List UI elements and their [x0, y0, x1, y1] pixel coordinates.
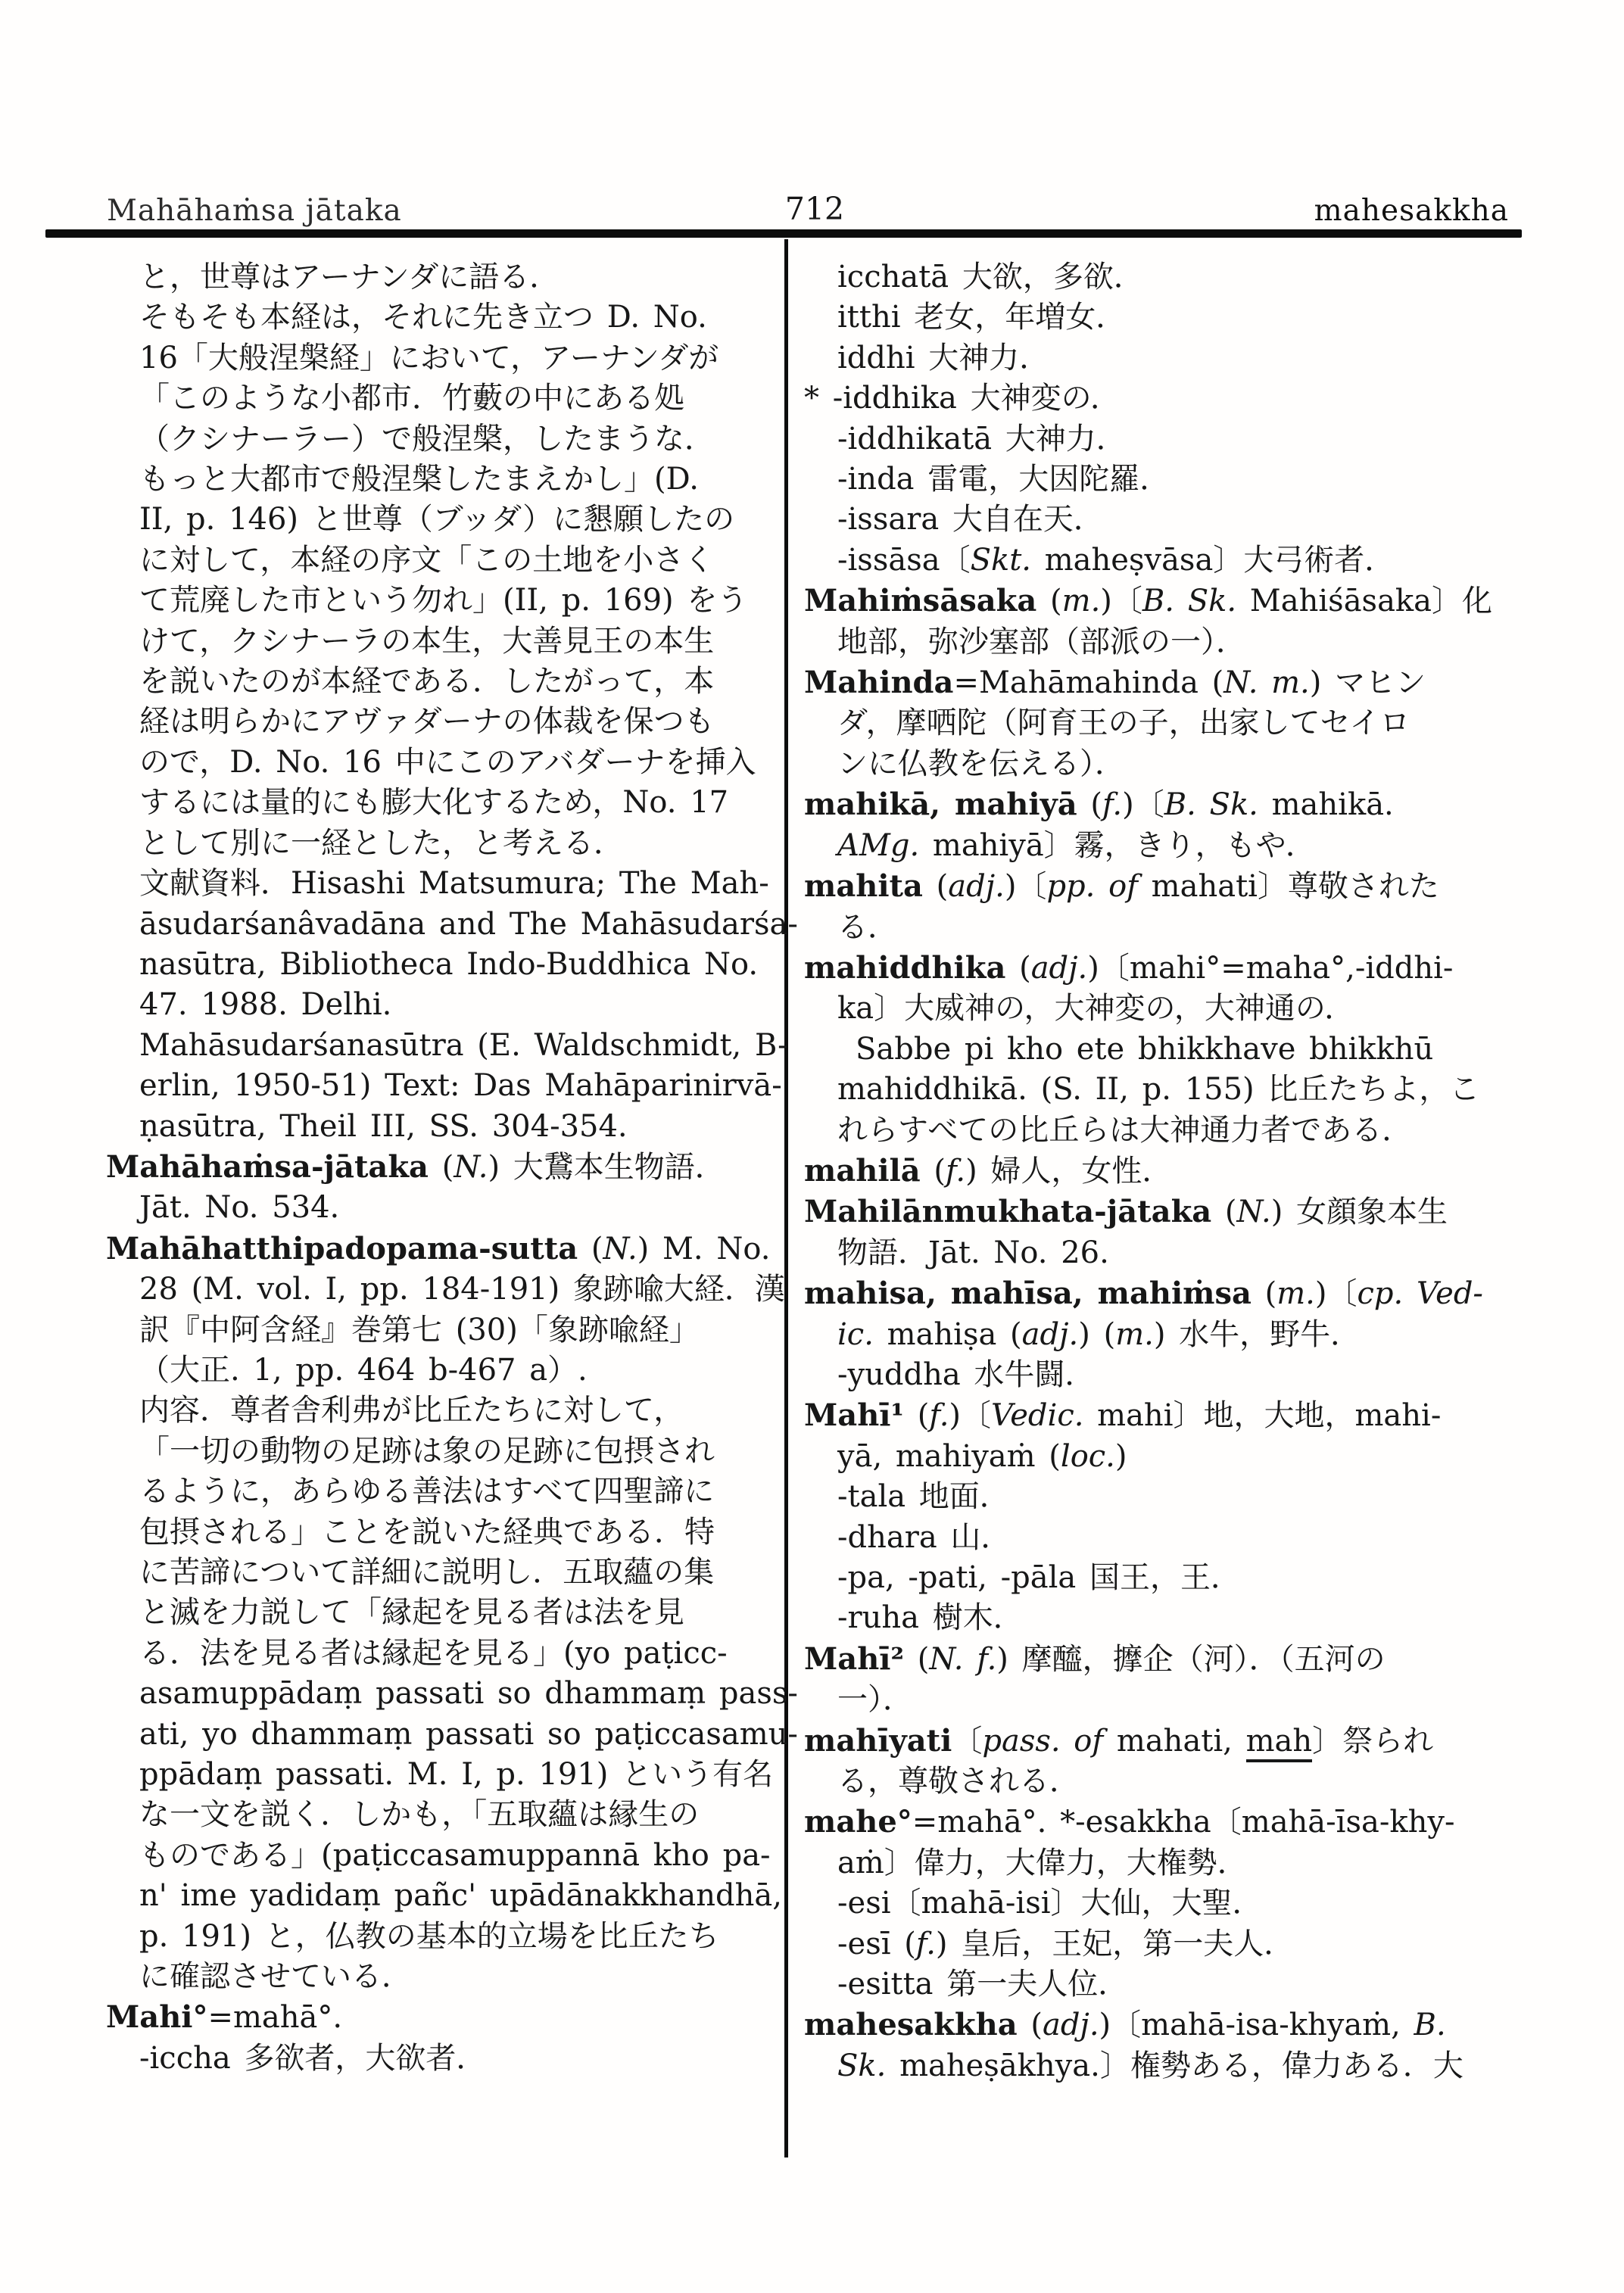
text-segment: N. f.	[929, 1641, 997, 1677]
text-segment: -pa, -pati, -pāla 国王，王．	[837, 1560, 1241, 1595]
text-segment: ) 大鵞本生物語．	[488, 1149, 725, 1185]
text-segment: maheṣvāsa〕大弓術者．	[1031, 542, 1395, 578]
text-line	[106, 419, 775, 460]
text-segment: Mahi°	[106, 1999, 208, 2036]
text-line	[804, 662, 1531, 703]
text-segment: て荒廃した市という勿れ」(II, p. 169) をう	[139, 583, 748, 618]
text-segment: -inda 雷電，大因陀羅．	[837, 462, 1170, 497]
text-line	[804, 866, 1531, 907]
text-segment: に苦諦について詳細に説明し．五取蘊の集	[139, 1555, 715, 1590]
text-segment: 物語．Jāt. No. 26.	[837, 1235, 1109, 1270]
text-line	[804, 1721, 1531, 1762]
text-segment: 「このような小都市．竹藪の中にある処	[139, 381, 684, 416]
text-line	[804, 1598, 1531, 1638]
text-segment: ic.	[837, 1316, 874, 1352]
text-segment: )〔	[1004, 869, 1047, 905]
text-line	[106, 743, 775, 783]
text-segment: N.	[1236, 1195, 1271, 1230]
text-line	[804, 1762, 1531, 1802]
text-segment: ものである」(paṭiccasamuppannā kho pa-	[139, 1837, 771, 1873]
text-line	[804, 257, 1531, 298]
text-segment: 内容．尊者舎利弗が比丘たちに対して，	[139, 1393, 684, 1428]
text-segment: f.	[929, 1398, 949, 1434]
page-number: 712	[784, 191, 845, 227]
text-segment: =mahā°.	[207, 2000, 343, 2036]
text-segment: 〔	[952, 1723, 983, 1759]
text-segment: (	[428, 1149, 454, 1185]
text-line	[106, 622, 775, 662]
text-segment: 一）．	[837, 1682, 913, 1718]
text-segment: )〔	[1314, 1276, 1357, 1312]
text-segment: nasūtra, Bibliotheca Indo-Buddhica No.	[139, 946, 759, 982]
text-segment: そもそも本経は，それに先き立つ D. No.	[139, 300, 707, 335]
text-line	[106, 985, 775, 1025]
text-line	[106, 662, 775, 702]
text-line	[804, 1558, 1531, 1598]
text-line	[804, 1843, 1531, 1883]
text-segment: adj.	[1021, 1316, 1079, 1352]
text-segment: (	[1005, 950, 1031, 986]
text-segment: mahikā, mahiyā	[804, 787, 1077, 823]
text-line	[804, 1030, 1531, 1070]
text-line	[106, 581, 775, 621]
text-line	[106, 1755, 775, 1795]
text-segment: āsudarśanâvadāna and The Mahāsudarśa-	[139, 906, 798, 942]
text-line	[804, 784, 1531, 825]
text-segment: ) 婦人，女性．	[965, 1153, 1173, 1189]
text-segment: 地部，弥沙塞部（部派の一）．	[837, 624, 1246, 659]
text-segment: mahita	[804, 868, 923, 905]
text-segment: -iccha 多欲者，大欲者．	[139, 2040, 487, 2076]
column-divider	[784, 239, 788, 2157]
text-segment: （クシナーラー）で般涅槃，したまうな．	[139, 421, 715, 456]
text-segment: )〔mahā-isa-khyaṁ,	[1099, 2008, 1414, 2043]
text-segment: ṇasūtra, Theil III, SS. 304-354.	[139, 1108, 628, 1144]
text-segment: * -iddhika 大神変の．	[804, 381, 1121, 416]
text-segment: mahi〕地，大地，mahi-	[1083, 1398, 1442, 1434]
text-segment: p. 191) と，仏教の基本的立場を比丘たち	[139, 1918, 719, 1954]
text-segment: (	[904, 1641, 930, 1677]
text-segment: (	[1036, 584, 1062, 619]
text-line	[804, 826, 1531, 866]
text-segment: m.	[1276, 1276, 1315, 1312]
text-line	[804, 2005, 1531, 2045]
text-line	[804, 419, 1531, 460]
text-line	[106, 500, 775, 540]
text-line	[106, 1674, 798, 1714]
text-segment: =mahā°. *-esakkha〔mahā-īsa-khy-	[912, 1805, 1455, 1840]
text-segment: Mahāhatthipadopama-sutta	[106, 1230, 578, 1266]
text-line	[106, 1391, 775, 1431]
text-segment: iddhi 大神力．	[837, 340, 1050, 375]
text-segment: mahiṣa (	[873, 1316, 1022, 1352]
text-segment: 47. 1988. Delhi.	[139, 987, 392, 1023]
text-segment: 文献資料．Hisashi Matsumura; The Mah-	[139, 866, 769, 902]
right-column	[804, 257, 1531, 2086]
text-line	[106, 1351, 775, 1391]
text-segment: (	[1251, 1276, 1277, 1312]
text-line	[804, 541, 1531, 581]
text-segment: ) マヒン	[1309, 665, 1426, 701]
text-segment: な一文を説く．しかも，「五取蘊は縁生の	[139, 1797, 700, 1833]
text-line	[106, 379, 775, 419]
text-line	[804, 1477, 1531, 1517]
text-segment: erlin, 1950-51) Text: Das Mahāparinirvā-	[139, 1068, 782, 1104]
text-segment: Vedic.	[991, 1398, 1084, 1434]
text-segment: loc.	[1060, 1438, 1115, 1474]
text-segment: するには量的にも膨大化するため，No. 17	[139, 785, 729, 821]
text-segment: 16「大般涅槃経」において，アーナンダが	[139, 340, 719, 375]
text-line	[804, 908, 1531, 948]
text-line	[804, 1964, 1531, 2005]
text-segment: る，尊敬される．	[837, 1764, 1080, 1799]
text-segment: ) 皇后，王妃，第一夫人．	[935, 1926, 1295, 1961]
text-segment: （大正. 1, pp. 464 b-467 a）.	[139, 1352, 588, 1388]
text-segment: を説いたのが本経である．したがって，本	[139, 664, 715, 699]
text-line	[106, 541, 775, 581]
text-segment: (	[1211, 1195, 1237, 1230]
text-segment: adj.	[1042, 2008, 1099, 2043]
guide-word-right: mahesakkha	[1314, 194, 1509, 228]
text-segment: -esī (	[837, 1926, 916, 1961]
text-line	[804, 1273, 1531, 1314]
text-line	[804, 1192, 1531, 1232]
text-segment: ) M. No.	[637, 1231, 771, 1266]
text-segment: Jāt. No. 534.	[139, 1190, 340, 1226]
text-segment: B. Sk.	[1164, 787, 1258, 823]
text-segment: として別に一経とした，と考える．	[139, 825, 624, 861]
text-segment: N.	[454, 1149, 488, 1185]
text-line	[106, 257, 775, 298]
text-segment: n' ime yadidaṃ pañc' upādānakkhandhā,	[139, 1878, 782, 1914]
text-segment: -iddhikatā 大神力．	[837, 421, 1127, 456]
text-line	[804, 989, 1531, 1029]
text-line	[804, 1070, 1531, 1110]
text-segment: Skt.	[970, 542, 1032, 578]
text-segment: II, p. 146) と世尊（ブッダ）に懇願したの	[139, 502, 735, 537]
text-segment: adj.	[1030, 950, 1088, 986]
text-segment: )〔	[949, 1398, 992, 1434]
text-line	[106, 460, 775, 500]
text-segment: )〔	[1100, 584, 1142, 619]
text-segment: )〔mahi°=maha°,-iddhi-	[1087, 950, 1454, 986]
text-segment: ati, yo dhammaṃ passati so paṭiccasamu-	[139, 1716, 798, 1752]
text-line	[804, 1924, 1531, 1964]
text-line	[804, 1680, 1531, 1720]
text-line	[804, 1355, 1531, 1395]
text-segment: ka〕大威神の，大神変の，大神通の．	[837, 991, 1355, 1027]
text-segment: Mahiṁsāsaka	[804, 583, 1037, 619]
text-segment: -dhara 山．	[837, 1519, 1011, 1555]
text-segment: f.	[915, 1926, 936, 1961]
text-segment: N.	[603, 1231, 637, 1266]
text-segment: ) 摩醯，擵企（河）．（五河の	[996, 1641, 1386, 1677]
text-segment: =Mahāmahinda (	[953, 665, 1224, 701]
text-segment: (	[1017, 2008, 1043, 2043]
text-segment: pp. of	[1046, 869, 1138, 905]
text-line	[106, 1147, 775, 1188]
text-segment: る．	[837, 909, 898, 945]
text-segment: (	[578, 1231, 603, 1266]
text-line	[106, 1957, 775, 1997]
text-segment: cp. Ved-	[1357, 1276, 1483, 1312]
text-segment: 「一切の動物の足跡は象の足跡に包摂され	[139, 1433, 715, 1469]
text-segment: m.	[1061, 584, 1101, 619]
text-line	[106, 1026, 788, 1066]
text-line	[804, 1518, 1531, 1558]
text-segment: 経は明らかにアヴァダーナの体裁を保つも	[139, 704, 715, 740]
text-segment: Mahilānmukhata-jātaka	[804, 1194, 1212, 1230]
text-segment: asamuppādaṃ passati so dhammaṃ pass-	[139, 1676, 798, 1712]
text-segment: )〔	[1122, 787, 1164, 823]
text-segment: Mahāhaṁsa-jātaka	[106, 1148, 429, 1185]
text-segment: る．法を見る者は縁起を見る」(yo paṭicc-	[139, 1635, 728, 1671]
text-line	[804, 1802, 1531, 1843]
text-segment: maheṣākhya.〕権勢ある，偉力ある．大	[886, 2048, 1463, 2083]
text-line	[804, 500, 1531, 540]
text-segment: (	[920, 1153, 946, 1189]
text-line	[106, 945, 775, 985]
text-segment: ダ，摩哂陀（阿育王の子，出家してセイロ	[837, 706, 1410, 741]
text-segment: mah	[1246, 1724, 1313, 1762]
text-segment: mahisa, mahīsa, mahiṁsa	[804, 1276, 1252, 1312]
text-line	[106, 1472, 775, 1512]
text-line	[106, 1553, 775, 1593]
text-segment: (	[904, 1398, 930, 1434]
text-line	[804, 2046, 1531, 2086]
text-segment: 包摂される」ことを説いた経典である．特	[139, 1514, 715, 1550]
text-segment: るように，あらゆる善法はすべて四聖諦に	[139, 1474, 715, 1509]
text-segment: ので，D. No. 16 中にこのアバダーナを挿入	[139, 744, 756, 780]
text-segment: mahīyati	[804, 1722, 952, 1759]
text-segment: と，世尊はアーナンダに語る．	[139, 260, 560, 294]
text-line	[106, 1997, 775, 2038]
text-line	[106, 1715, 798, 1755]
text-segment: -tala 地面．	[837, 1479, 1010, 1515]
text-segment: に確認させている．	[139, 1959, 412, 1995]
text-segment: itthi 老女，年増女．	[837, 300, 1127, 335]
text-segment: )	[1114, 1438, 1127, 1474]
text-line	[106, 1188, 775, 1228]
text-segment: mahati,	[1103, 1723, 1246, 1759]
text-segment: -issara 大自在天．	[837, 502, 1104, 537]
text-segment: に対して，本経の序文「この土地を小さく	[139, 542, 715, 578]
text-line	[106, 1229, 775, 1270]
text-line	[106, 824, 775, 864]
text-segment: Mahāsudarśanasūtra (E. Waldschmidt, B-	[139, 1027, 788, 1063]
text-line	[804, 379, 1531, 419]
text-line	[804, 1639, 1531, 1680]
text-segment: mahiddhika	[804, 949, 1006, 986]
text-line	[106, 1917, 775, 1957]
text-segment: ) (	[1078, 1316, 1116, 1352]
text-line	[106, 1107, 775, 1147]
text-line	[804, 460, 1531, 500]
left-column	[106, 257, 798, 2079]
text-line	[804, 703, 1531, 743]
text-line	[804, 1437, 1531, 1477]
text-line	[106, 298, 775, 338]
text-line	[106, 905, 798, 945]
text-line	[106, 1270, 785, 1310]
text-line	[106, 338, 775, 379]
text-line	[804, 1111, 1531, 1151]
text-segment: m.	[1115, 1316, 1154, 1352]
text-line	[106, 1795, 775, 1835]
text-line	[106, 864, 775, 904]
text-line	[106, 783, 775, 823]
text-line	[106, 1634, 775, 1674]
text-line	[804, 298, 1531, 338]
text-line	[804, 1883, 1531, 1924]
text-line	[804, 1151, 1531, 1192]
text-line	[106, 702, 775, 742]
text-segment: -issāsa〔	[837, 542, 971, 578]
text-segment: Mahī¹	[804, 1397, 904, 1434]
text-line	[106, 1876, 782, 1916]
guide-word-left: Mahāhaṁsa jātaka	[107, 194, 402, 228]
text-segment: icchatā 大欲，多欲．	[837, 260, 1144, 294]
text-segment: N. m.	[1223, 665, 1310, 701]
text-segment: ppādaṃ passati. M. I, p. 191) という有名	[139, 1757, 774, 1793]
text-segment: f.	[945, 1153, 966, 1189]
text-segment: mahati〕尊敬された	[1137, 869, 1439, 905]
text-segment: adj.	[948, 869, 1005, 905]
text-line	[804, 622, 1531, 662]
header-rule	[45, 229, 1522, 238]
text-segment: ンに仏教を伝える）．	[837, 746, 1125, 781]
text-line	[804, 1315, 1531, 1355]
text-line	[106, 1836, 775, 1876]
text-segment: Mahī²	[804, 1640, 904, 1677]
text-segment: B.	[1414, 2008, 1446, 2043]
text-segment: と滅を力説して「縁起を見る者は法を見	[139, 1595, 684, 1631]
text-segment: aṁ〕偉力，大偉力，大権勢．	[837, 1845, 1248, 1880]
text-line	[106, 2039, 775, 2079]
text-segment: 〕祭られ	[1312, 1723, 1434, 1759]
text-line	[804, 1395, 1531, 1436]
text-segment: mahikā.	[1258, 787, 1394, 823]
text-line	[804, 744, 1531, 784]
text-segment: けて，クシナーラの本生，大善見王の本生	[139, 623, 715, 659]
text-segment: ) 女顔象本生	[1270, 1195, 1448, 1230]
text-segment: ) 水牛，野牛．	[1153, 1316, 1361, 1352]
text-segment: (	[922, 869, 949, 905]
text-segment: Mahiśāsaka〕化	[1236, 584, 1493, 619]
text-segment: もっと大都市で般涅槃したまえかし」(D.	[139, 462, 699, 497]
text-line	[106, 1593, 775, 1633]
text-segment: Mahinda	[804, 665, 954, 701]
text-line	[804, 338, 1531, 379]
text-segment: mahe°	[804, 1804, 912, 1840]
text-segment: mahiyā〕霧，きり，もや．	[919, 827, 1316, 863]
text-segment: B. Sk.	[1142, 584, 1237, 619]
text-segment: -yuddha 水牛闘．	[837, 1357, 1096, 1392]
text-segment: -ruha 樹木．	[837, 1600, 1024, 1636]
text-line	[804, 581, 1531, 622]
text-line	[106, 1310, 775, 1351]
text-segment: -esitta 第一夫人位．	[837, 1967, 1129, 2002]
text-line	[804, 1233, 1531, 1273]
text-segment: れらすべての比丘らは大神通力者である．	[837, 1112, 1413, 1148]
text-line	[106, 1432, 775, 1472]
text-segment: (	[1077, 787, 1103, 823]
text-segment: f.	[1102, 787, 1123, 823]
text-segment: AMg.	[837, 827, 920, 863]
text-segment: mahilā	[804, 1152, 921, 1189]
text-line	[106, 1513, 775, 1553]
text-segment: Sk.	[837, 2048, 887, 2083]
text-line	[106, 1066, 782, 1106]
text-line	[804, 948, 1531, 989]
text-segment: Sabbe pi kho ete bhikkhave bhikkhū	[856, 1031, 1434, 1067]
text-segment: 28 (M. vol. I, pp. 184-191) 象跡喩大経．漢	[139, 1272, 785, 1307]
text-segment: -esi〔mahā-isi〕大仙，大聖．	[837, 1886, 1263, 1921]
text-segment: mahiddhikā. (S. II, p. 155) 比丘たちよ，こ	[837, 1072, 1480, 1108]
text-segment: 訳『中阿含経』巻第七 (30)「象跡喩経」	[139, 1312, 700, 1347]
text-segment: mahesakkha	[804, 2007, 1018, 2043]
text-segment: pass. of	[982, 1723, 1104, 1759]
text-segment: yā, mahiyaṁ (	[837, 1438, 1061, 1474]
